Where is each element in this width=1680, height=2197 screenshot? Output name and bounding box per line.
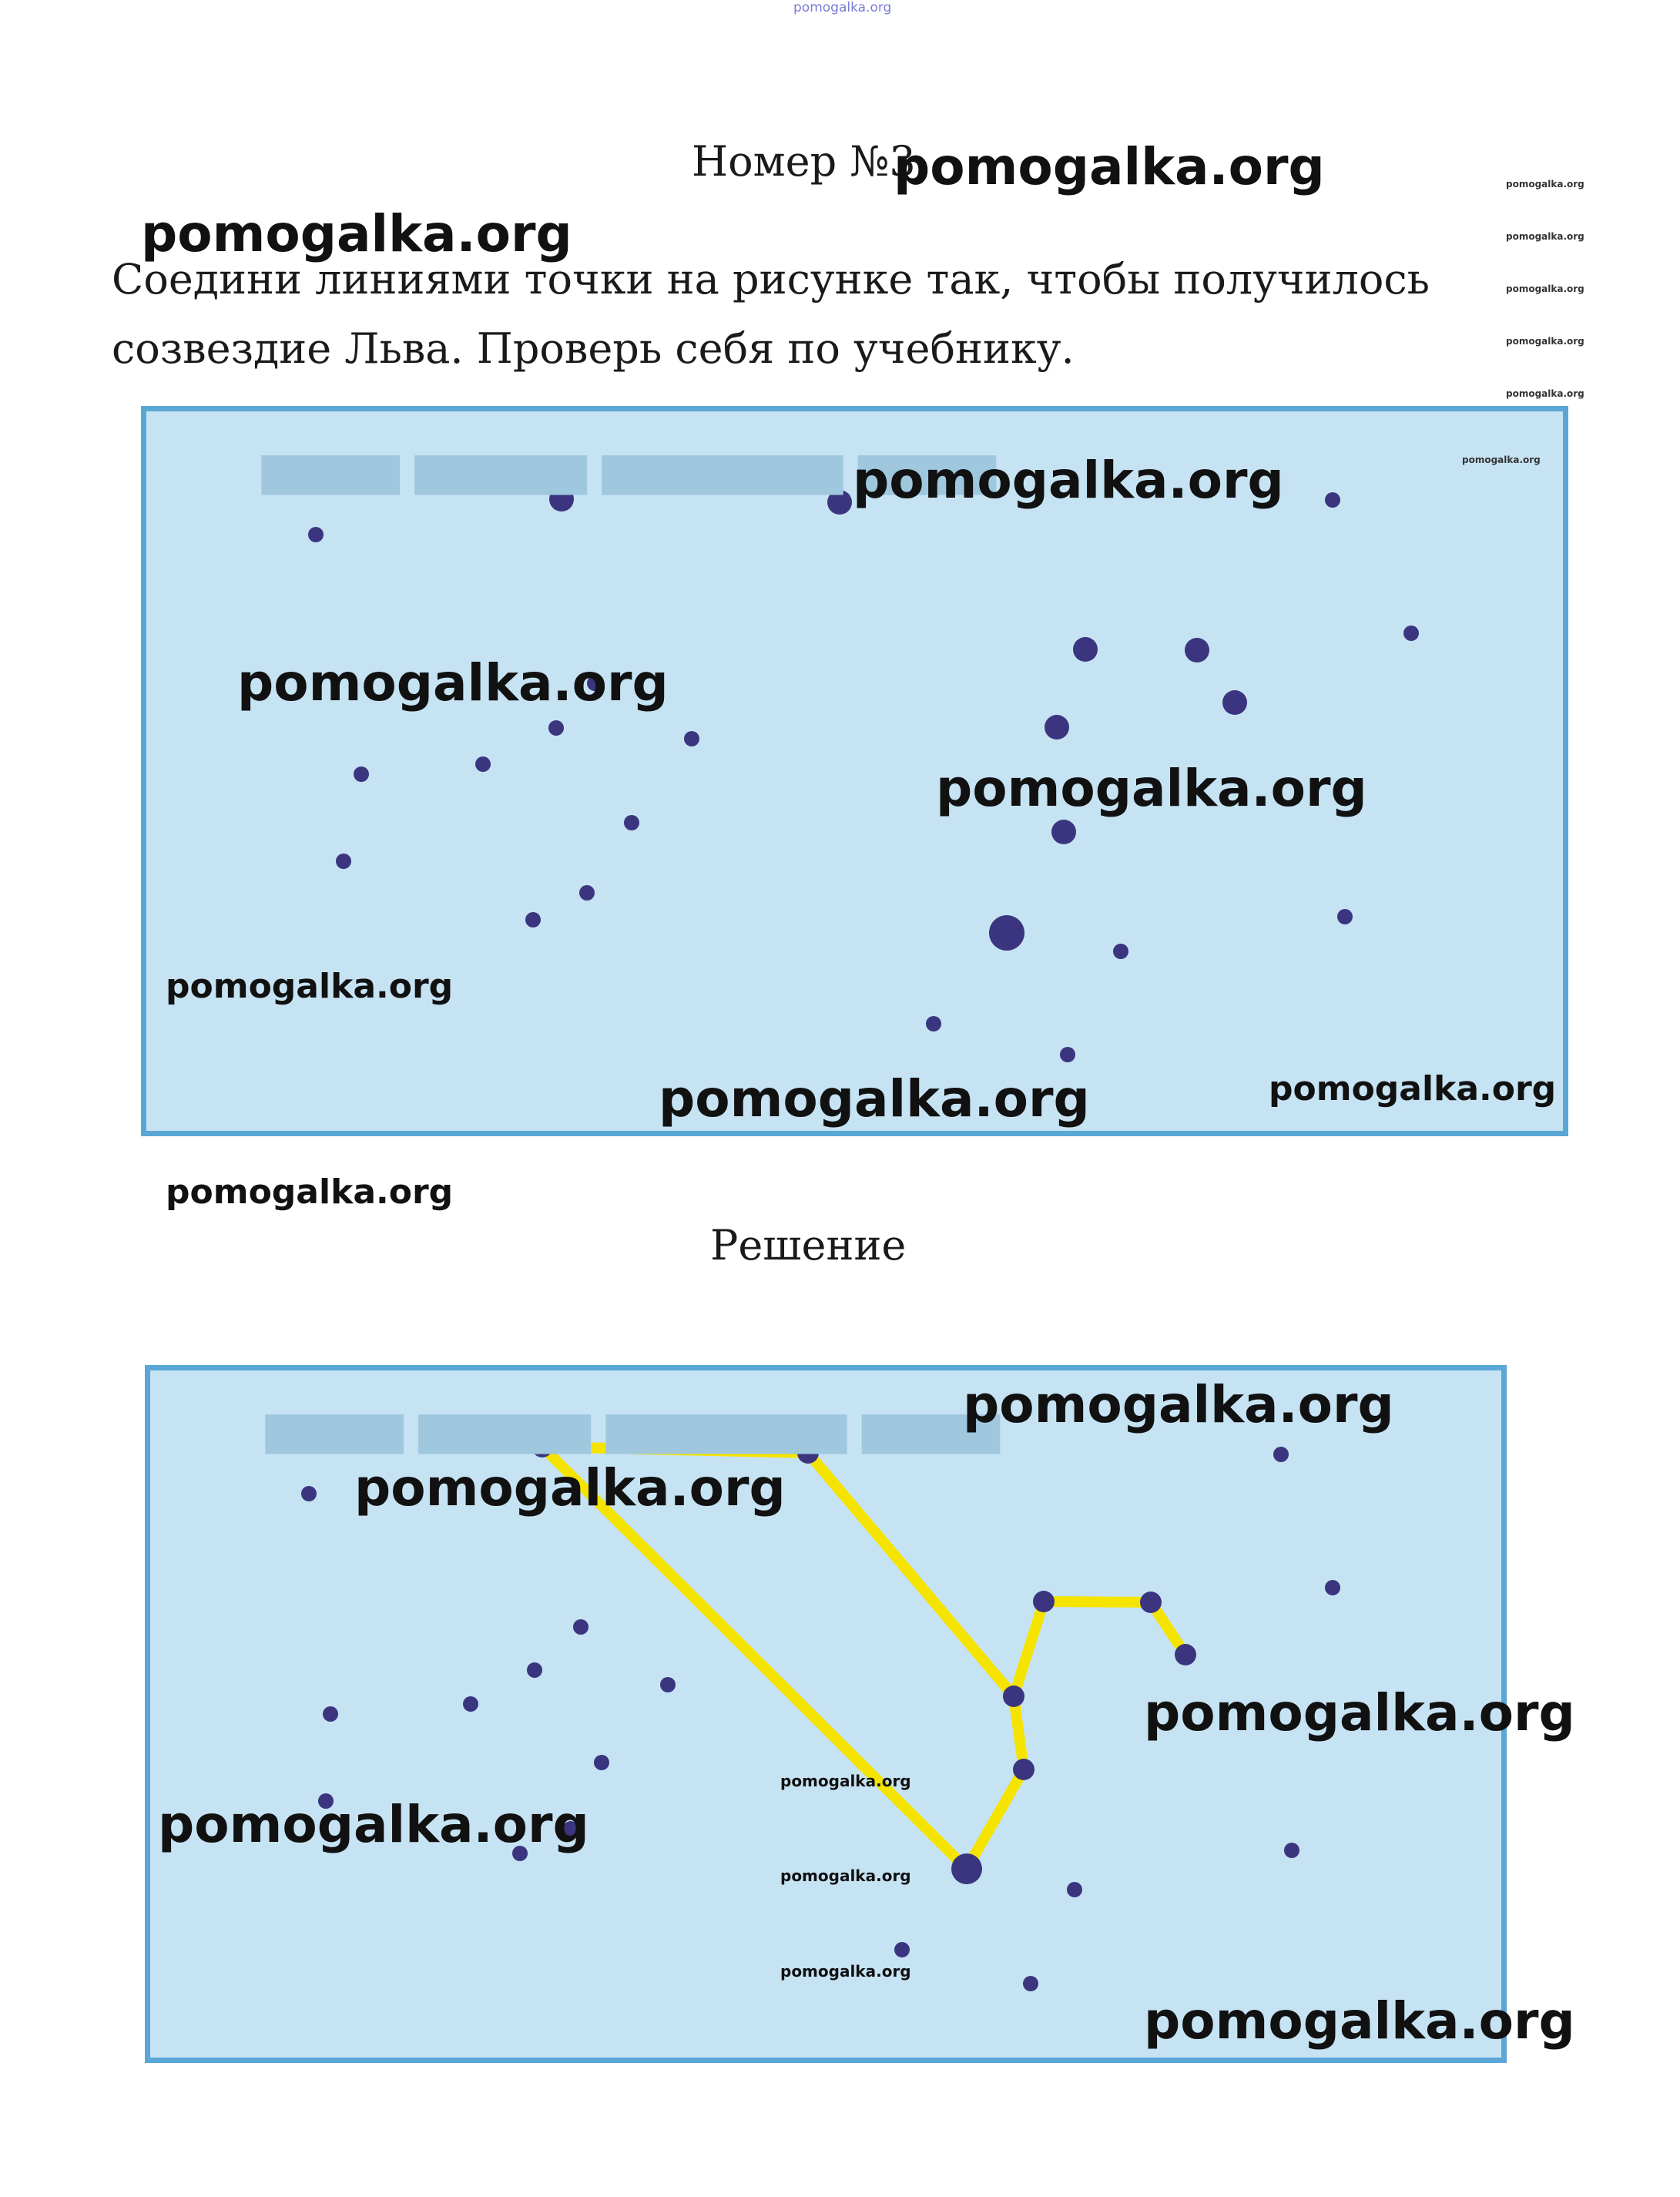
star-dot [579, 885, 595, 901]
star-dot [1325, 1580, 1340, 1595]
star-dot [1175, 1644, 1196, 1665]
page-title: Номер №3 [692, 137, 916, 186]
watermark: pomogalka.org [963, 1375, 1394, 1434]
watermark: pomogalka.org [1144, 1991, 1575, 2051]
watermark: pomogalka.org [853, 451, 1284, 510]
watermark: pomogalka.org [1144, 1683, 1575, 1743]
solution-label: Решение [710, 1221, 907, 1270]
star-dot [1073, 637, 1098, 662]
star-dot [527, 1662, 542, 1678]
watermark: pomogalka.org [1269, 1069, 1557, 1109]
star-dot [660, 1677, 676, 1692]
star-dot [1067, 1882, 1082, 1897]
watermark: pomogalka.org [780, 1772, 911, 1790]
watermark: pomogalka.org [1506, 231, 1584, 242]
star-dot [308, 527, 324, 542]
star-dot [1140, 1592, 1162, 1613]
star-dot [354, 766, 369, 782]
star-dot [684, 731, 699, 746]
star-dot [463, 1696, 478, 1712]
watermark: pomogalka.org [166, 1172, 454, 1212]
star-dot [1060, 1047, 1075, 1062]
star-dot [525, 912, 541, 927]
star-dot [1337, 909, 1353, 924]
watermark: pomogalka.org [141, 204, 572, 263]
task-text: Соедини линиями точки на рисунке так, чтобы получилось созвездие Льва. Проверь себя по учебнику. [112, 255, 1430, 373]
watermark: pomogalka.org [166, 967, 454, 1006]
star-dot [548, 720, 564, 736]
watermark: pomogalka.org [1506, 179, 1584, 190]
watermark: pomogalka.org [936, 759, 1367, 818]
watermark: pomogalka.org [158, 1795, 589, 1854]
star-dot [989, 915, 1024, 951]
star-dot [1003, 1685, 1024, 1707]
watermark: pomogalka.org [1506, 388, 1584, 399]
watermark: pomogalka.org [237, 653, 669, 713]
watermark: pomogalka.org [780, 1867, 911, 1885]
watermark: pomogalka.org [1462, 454, 1541, 465]
star-dot [894, 1942, 910, 1957]
background-text: ▆▆▆▆ ▆▆▆▆▆ ▆▆▆▆▆▆▆ ▆▆▆▆ [266, 1401, 1000, 1454]
star-dot [573, 1619, 589, 1635]
star-dot [475, 756, 491, 772]
star-dot [1033, 1591, 1055, 1612]
star-dot [1023, 1976, 1038, 1991]
star-dot [1013, 1759, 1034, 1780]
star-dot [1113, 944, 1128, 959]
watermark: pomogalka.org [354, 1458, 786, 1518]
star-dot [926, 1016, 941, 1031]
star-dot [1273, 1447, 1289, 1462]
watermark: pomogalka.org [780, 1962, 911, 1981]
star-dot [301, 1486, 317, 1501]
top-watermark: pomogalka.org [793, 0, 892, 15]
star-dot [1403, 626, 1419, 641]
star-dot [1185, 638, 1209, 662]
star-dot [951, 1853, 982, 1884]
star-dot [1325, 492, 1340, 508]
star-dot [1051, 820, 1076, 844]
star-dot [594, 1755, 609, 1770]
star-dot [1284, 1843, 1299, 1858]
star-dot [323, 1706, 338, 1722]
watermark: pomogalka.org [659, 1069, 1090, 1129]
star-dot [336, 854, 351, 869]
star-dot [624, 815, 639, 830]
background-text: ▆▆▆▆ ▆▆▆▆▆ ▆▆▆▆▆▆▆ ▆▆▆▆ [262, 442, 996, 495]
star-dot [1222, 690, 1247, 715]
watermark: pomogalka.org [1506, 283, 1584, 294]
watermark: pomogalka.org [894, 137, 1325, 196]
star-dot [1045, 715, 1069, 740]
watermark: pomogalka.org [1506, 336, 1584, 347]
